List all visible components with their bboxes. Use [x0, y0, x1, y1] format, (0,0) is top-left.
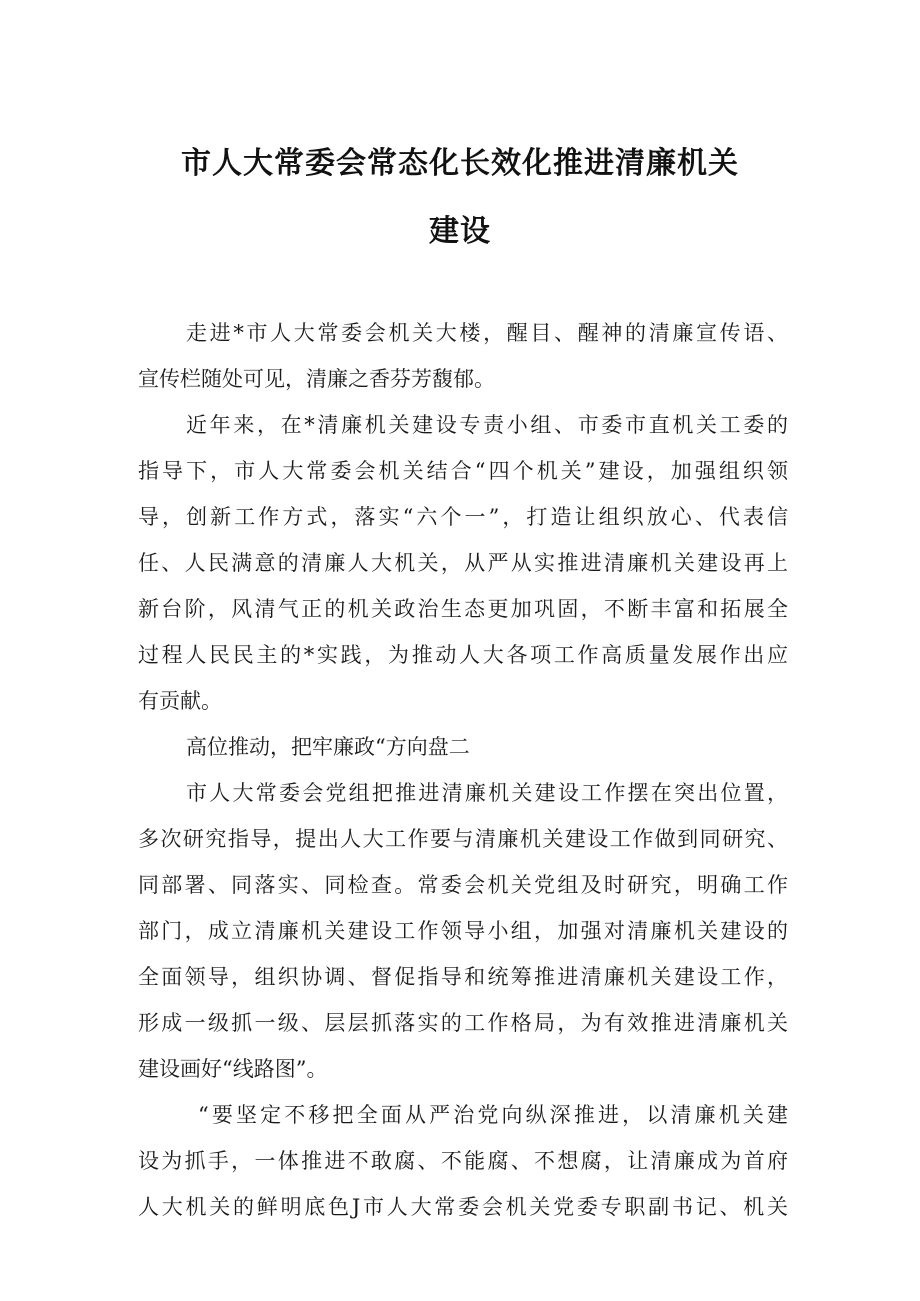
- body-line: 多次研究指导，提出人大工作要与清廉机关建设工作做到同研究、: [138, 827, 788, 851]
- body-line: 同部署、同落实、同检查。常委会机关党组及时研究，明确工作: [138, 873, 788, 897]
- body-line: 走进*市人大常委会机关大楼，醒目、醒神的清廉宣传语、: [186, 321, 788, 345]
- document-title-line-2: 建设: [429, 214, 491, 249]
- section-heading: 高位推动，把牢廉政“方向盘二: [186, 735, 470, 759]
- body-line: 宣传栏随处可见，清廉之香芬芳馥郁。: [138, 367, 495, 391]
- body-line: 指导下，市人大常委会机关结合“四个机关”建设，加强组织领: [138, 459, 788, 483]
- body-line: “要坚定不移把全面从严治党向纵深推进，以清廉机关建: [198, 1103, 788, 1127]
- body-line: 任、人民满意的清廉人大机关，从严从实推进清廉机关建设再上: [138, 551, 788, 575]
- body-line: 人大机关的鲜明底色J市人大常委会机关党委专职副书记、机关: [138, 1195, 788, 1219]
- body-line: 近年来，在*清廉机关建设专责小组、市委市直机关工委的: [186, 413, 788, 437]
- body-line: 建设画好“线路图”。: [138, 1057, 328, 1081]
- body-line: 市人大常委会党组把推进清廉机关建设工作摆在突出位置，: [186, 781, 788, 805]
- document-title-line-1: 市人大常委会常态化长效化推进清廉机关: [181, 146, 739, 181]
- body-line: 全面领导，组织协调、督促指导和统筹推进清廉机关建设工作，: [138, 965, 788, 989]
- body-line: 设为抓手，一体推进不敢腐、不能腐、不想腐，让清廉成为首府: [138, 1149, 788, 1173]
- body-line: 有贡献。: [138, 689, 222, 713]
- body-line: 新台阶，风清气正的机关政治生态更加巩固，不断丰富和拓展全: [138, 597, 788, 621]
- body-line: 形成一级抓一级、层层抓落实的工作格局，为有效推进清廉机关: [138, 1011, 788, 1035]
- body-line: 部门，成立清廉机关建设工作领导小组，加强对清廉机关建设的: [138, 919, 788, 943]
- body-line: 过程人民民主的*实践，为推动人大各项工作高质量发展作出应: [138, 643, 788, 667]
- body-line: 导，创新工作方式，落实“六个一”，打造让组织放心、代表信: [138, 505, 788, 529]
